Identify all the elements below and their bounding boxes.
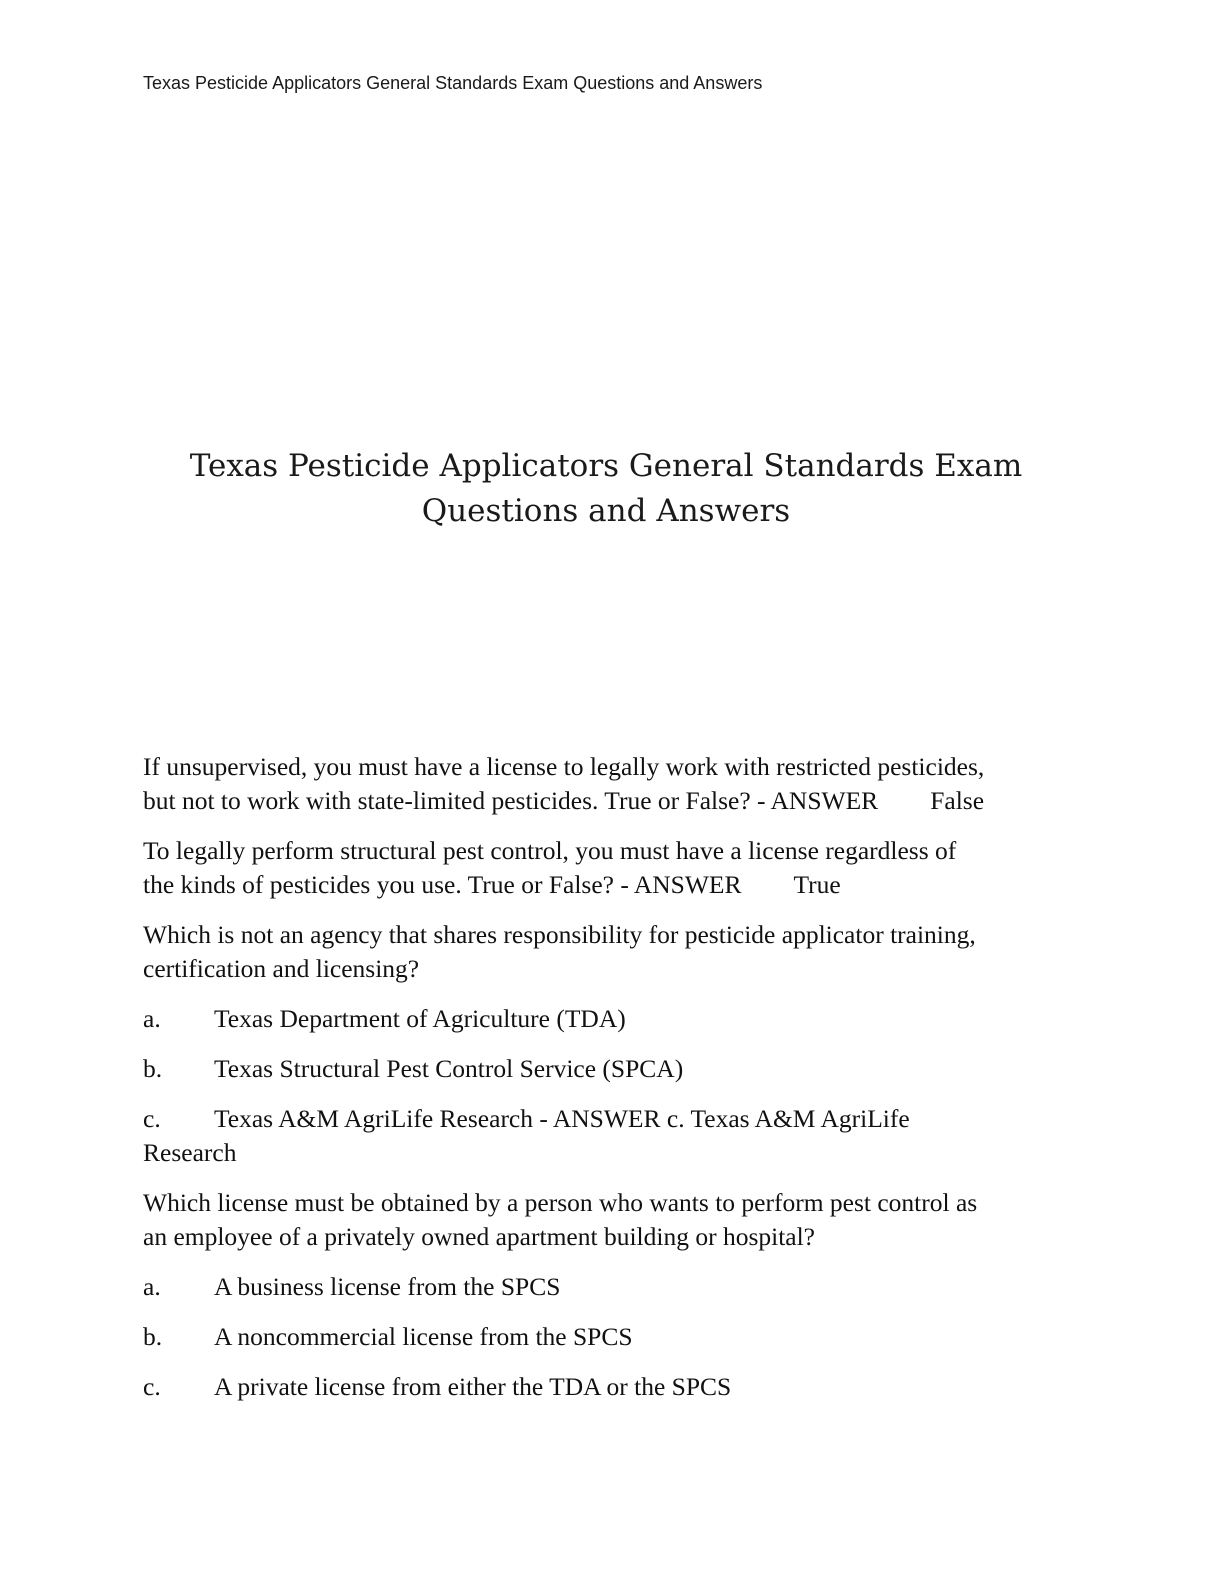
option-letter: b.	[143, 1322, 163, 1351]
option-continuation: Research	[143, 1138, 237, 1167]
question-3-line-2: certification and licensing?	[143, 954, 420, 983]
question-3-option-c	[143, 1102, 1073, 1170]
question-list	[143, 750, 1073, 1420]
option-text: Texas Department of Agriculture (TDA)	[214, 1004, 626, 1033]
option-text: A business license from the SPCS	[214, 1272, 561, 1301]
option-text: Texas A&M AgriLife Research - ANSWER c. Texas A&M AgriLife	[214, 1104, 910, 1133]
option-letter: b.	[143, 1054, 163, 1083]
question-4-option-b	[143, 1320, 1073, 1354]
question-1-line-1: If unsupervised, you must have a license to legally work with restricted pesticides,	[143, 752, 985, 781]
question-1	[143, 750, 1073, 818]
option-letter: c.	[143, 1372, 161, 1401]
option-text: A private license from either the TDA or the SPCS	[214, 1372, 732, 1401]
option-letter: c.	[143, 1104, 161, 1133]
question-4-option-a	[143, 1270, 1073, 1304]
question-3-option-a	[143, 1002, 1073, 1036]
option-text: A noncommercial license from the SPCS	[214, 1322, 633, 1351]
question-4-line-2: an employee of a privately owned apartment building or hospital?	[143, 1222, 816, 1251]
question-1-line-2	[143, 784, 1073, 818]
question-4-line-1: Which license must be obtained by a person who wants to perform pest control as	[143, 1188, 978, 1217]
question-2-line-2-text: the kinds of pesticides you use. True or False? - ANSWER	[143, 870, 742, 899]
question-4	[143, 1186, 1073, 1254]
option-letter: a.	[143, 1004, 161, 1033]
running-header: Texas Pesticide Applicators General Standards Exam Questions and Answers	[143, 73, 763, 93]
question-1-line-2-text: but not to work with state-limited pesticides. True or False? - ANSWER	[143, 786, 879, 815]
question-2-line-2	[143, 868, 1073, 902]
document-title-line-1: Texas Pesticide Applicators General Standards Exam	[189, 448, 1023, 484]
question-2	[143, 834, 1073, 902]
option-text: Texas Structural Pest Control Service (SPCA)	[214, 1054, 684, 1083]
question-2-answer: True	[793, 870, 841, 899]
option-line-1	[143, 1102, 1073, 1136]
question-2-line-1: To legally perform structural pest control, you must have a license regardless of	[143, 836, 957, 865]
question-3-option-b	[143, 1052, 1073, 1086]
document-title-line-2: Questions and Answers	[421, 493, 791, 529]
question-3	[143, 918, 1073, 986]
option-letter: a.	[143, 1272, 161, 1301]
question-4-option-c	[143, 1370, 1073, 1404]
document-title	[100, 444, 1112, 534]
question-3-line-1: Which is not an agency that shares responsibility for pesticide applicator training,	[143, 920, 976, 949]
question-1-answer: False	[930, 786, 985, 815]
